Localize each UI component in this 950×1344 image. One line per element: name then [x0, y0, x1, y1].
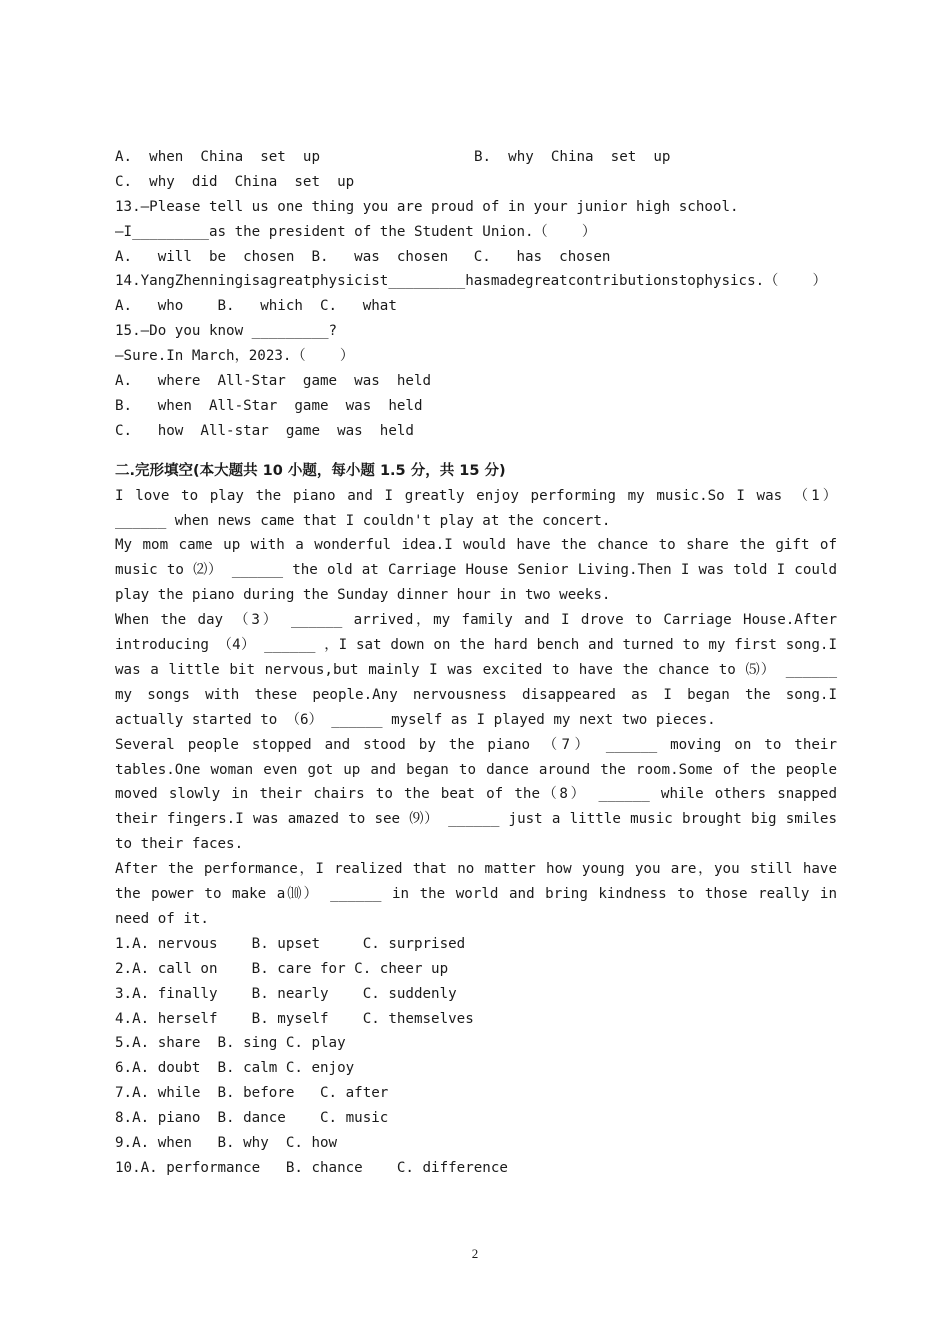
question-15: 15.—Do you know _________? [115, 323, 338, 340]
question-13-options: A. will be chosen B. was chosen C. has chosen [115, 248, 611, 265]
cloze-option-4: 4.A. herself B. myself C. themselves [115, 1010, 474, 1027]
passage-paragraph-3: When the day （3） ______ arrived，my family and I drove to Carriage House.After introducing （4） ______ ，I sat down on the hard bench and turned to my first song.I was a little bit nervous,but mainly I was excited to have the chance to ⑸） ______ my songs with these people.Any nervousness disappeared as I began the song.I actually started to （6） ______ myself as I played my next two pieces. [115, 612, 837, 728]
question-15-answer: —Sure.In March，2023.（ ） [115, 348, 355, 365]
cloze-option-1: 1.A. nervous B. upset C. surprised [115, 935, 466, 952]
cloze-option-8: 8.A. piano B. dance C. music [115, 1110, 389, 1127]
q12-option-c: C. why did China set up [115, 173, 355, 190]
cloze-option-6: 6.A. doubt B. calm C. enjoy [115, 1060, 355, 1077]
cloze-option-5: 5.A. share B. sing C. play [115, 1035, 346, 1052]
question-15-option-b: B. when All-Star game was held [115, 397, 423, 414]
question-15-option-c: C. how All-star game was held [115, 422, 414, 439]
cloze-option-3: 3.A. finally B. nearly C. suddenly [115, 985, 457, 1002]
cloze-option-10: 10.A. performance B. chance C. difference [115, 1159, 508, 1176]
q12-option-a: A. when China set up [115, 149, 320, 165]
cloze-option-9: 9.A. when B. why C. how [115, 1135, 338, 1152]
question-12-options-row [115, 145, 837, 170]
cloze-option-2: 2.A. call on B. care for C. cheer up [115, 960, 449, 977]
question-13-answer: —I_________as the president of the Student Union.（ ） [115, 223, 597, 240]
passage-paragraph-4: Several people stopped and stood by the piano （7） ______ moving on to their tables.One woman even got up and began to dance around the room.Some of the people moved slowly in their chairs to the beat of the（8） ______ while others snapped their fingers.I was amazed to see ⑼） ______ just a little music brought big smiles to their faces. [115, 736, 837, 853]
question-14-options: A. who B. which C. what [115, 298, 397, 315]
question-15-option-a: A. where All-Star game was held [115, 373, 432, 390]
page-number: 2 [471, 1246, 479, 1261]
question-13: 13.—Please tell us one thing you are proud of in your junior high school. [115, 198, 739, 215]
cloze-option-7: 7.A. while B. before C. after [115, 1085, 389, 1102]
question-14: 14.YangZhenningisagreatphysicist_________hasmadegreatcontributionstophysics.（ ） [115, 273, 827, 290]
page-content [115, 145, 837, 1181]
section-heading: 二.完形填空(本大题共 10 小题，每小题 1.5 分，共 15 分) [115, 462, 506, 479]
passage-paragraph-5: After the performance，I realized that no matter how young you are，you still have the power to make a⑽） ______ in the world and bring kindness to those really in need of it. [115, 861, 837, 927]
passage-paragraph-1: I love to play the piano and I greatly enjoy performing my music.So I was （1） ______ when news came that I couldn't play at the concert. [115, 487, 837, 529]
passage-paragraph-2: My mom came up with a wonderful idea.I would have the chance to share the gift of music to ⑵） ______ the old at Carriage House Senior Living.Then I was told I could play the piano during the Sunday dinner hour in two weeks. [115, 537, 837, 604]
q12-option-b: B. why China set up [474, 149, 671, 165]
